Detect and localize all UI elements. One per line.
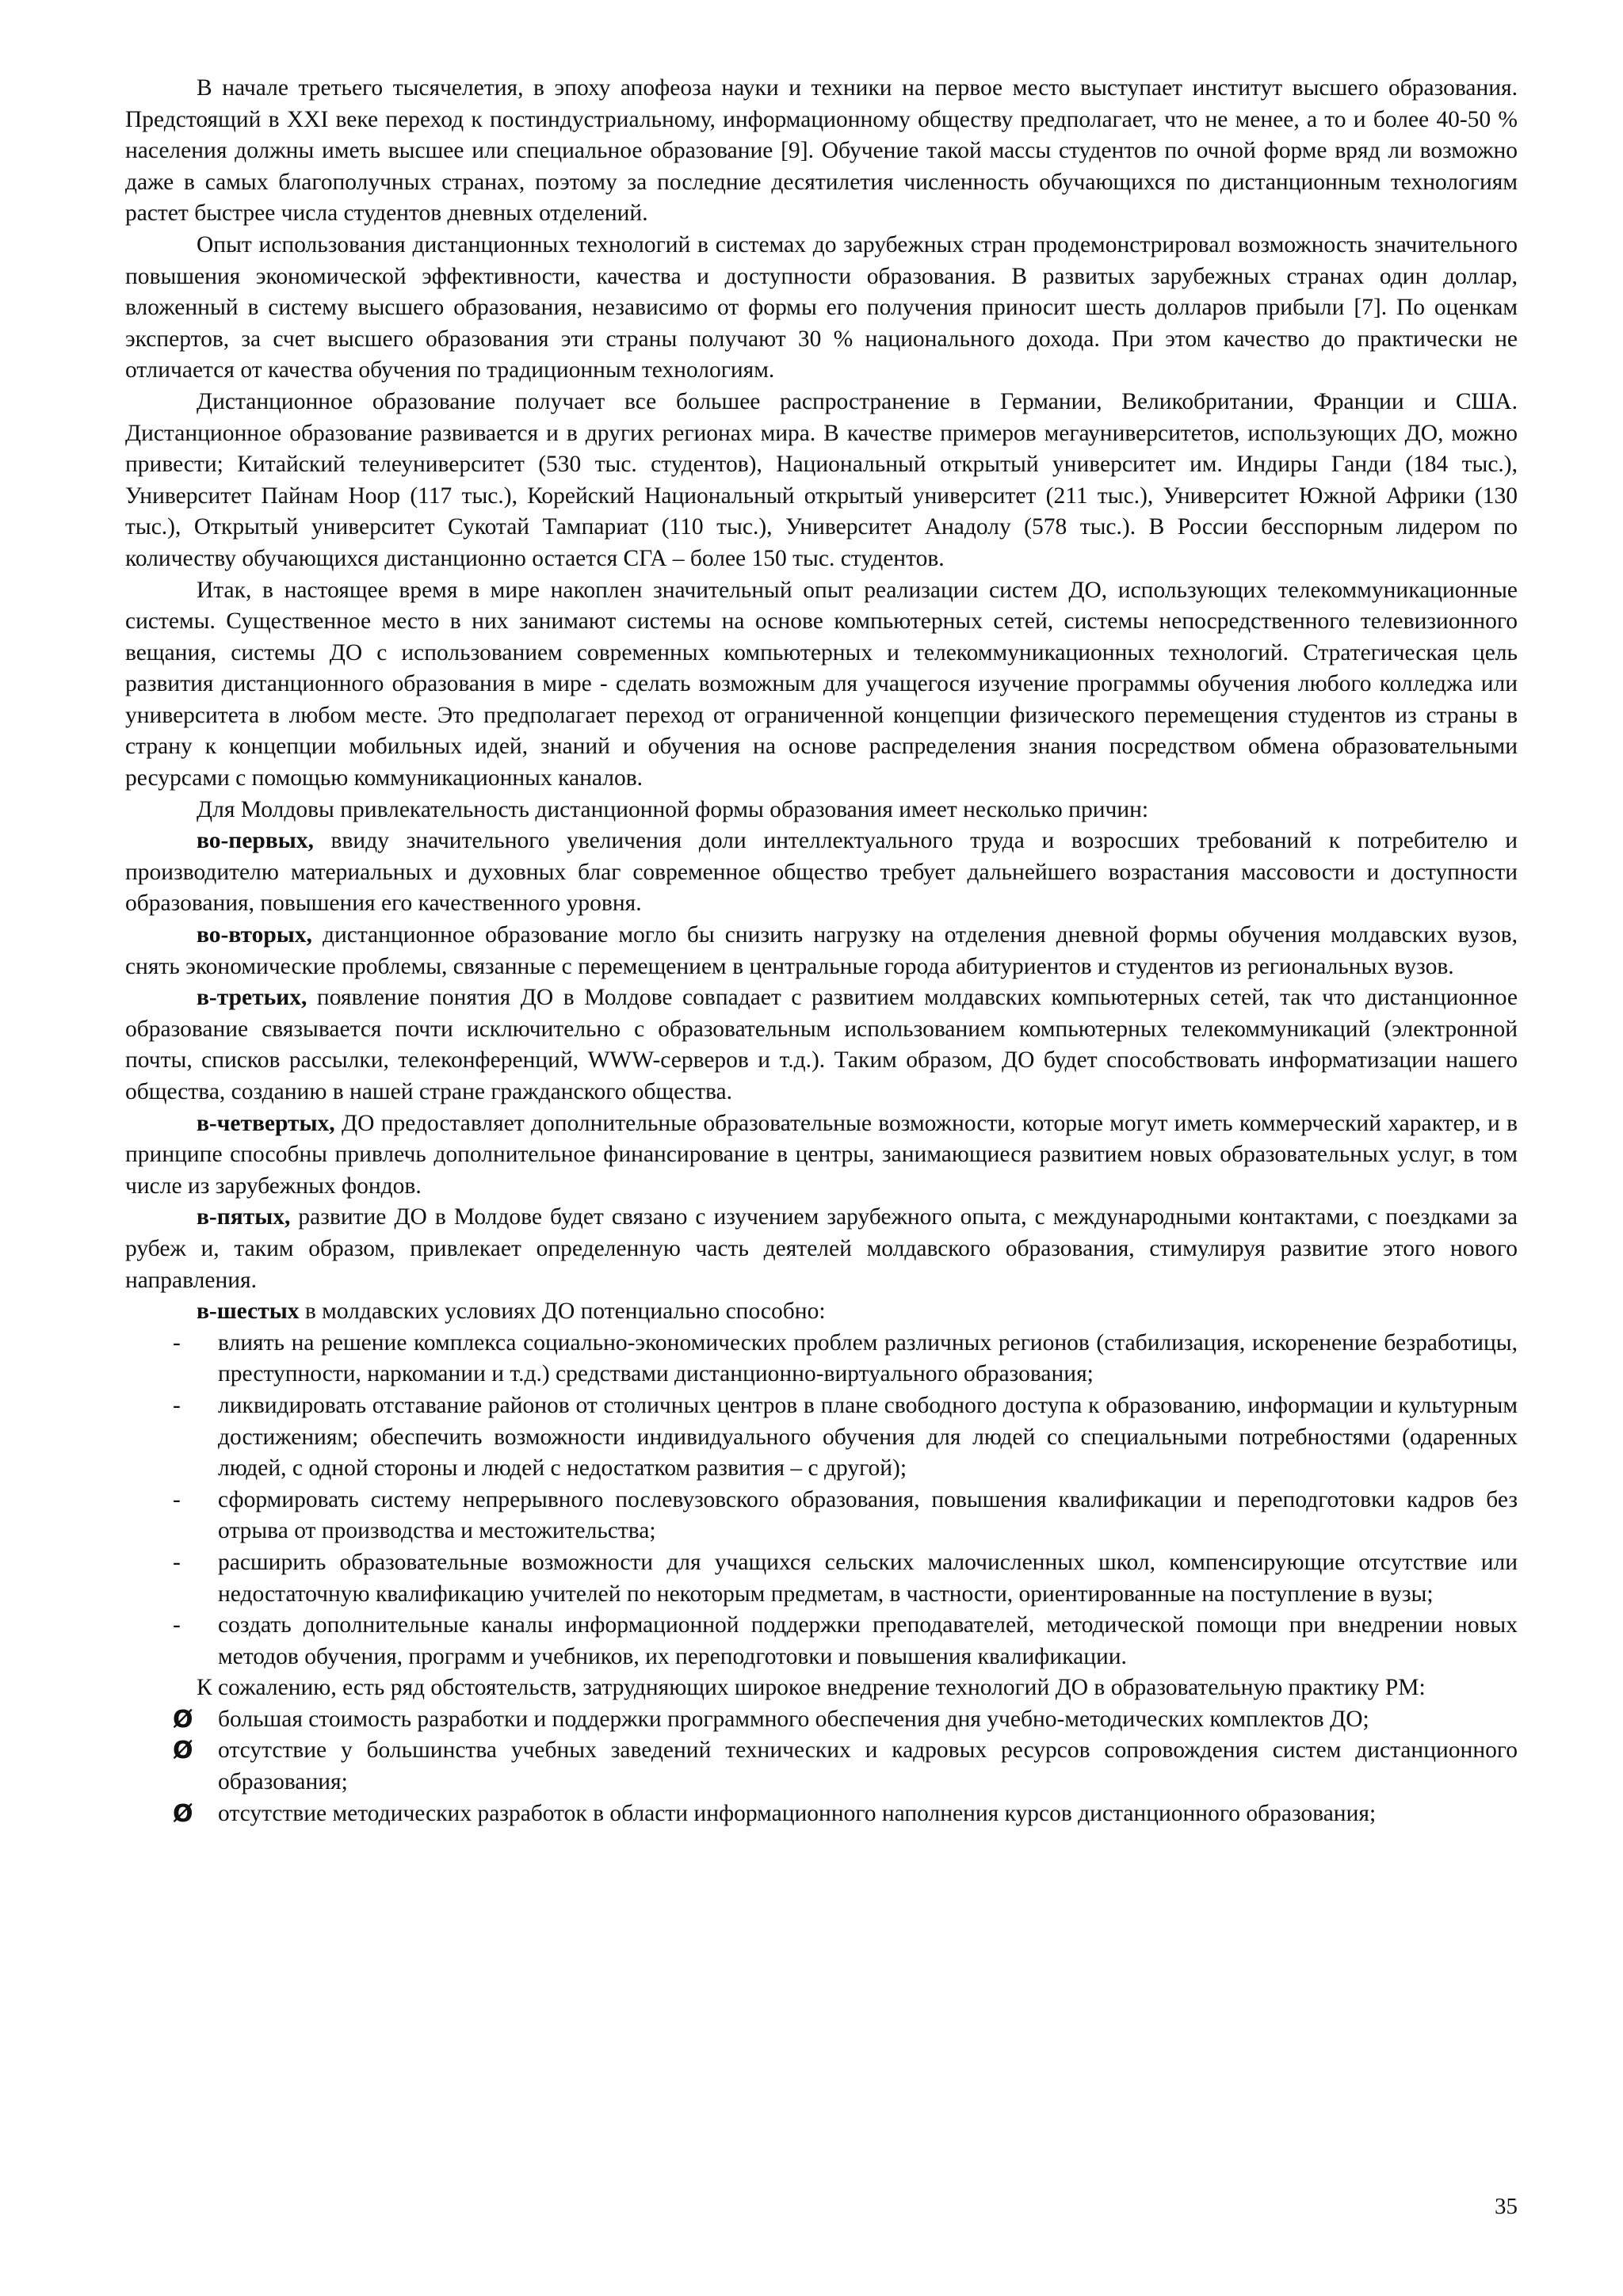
list-item-text: отсутствие у большинства учебных заведений технических и кадровых ресурсов сопровождения систем дистанционного образования; (218, 1737, 1518, 1795)
reason-text: появление понятия ДО в Молдове совпадает с развитием молдавских компьютерных сетей, так что дистанционное образование связывается почти исключительно с образовательным использованием компьютерных телекоммуникаций (электронной почты, списков рассылки, телеконференций, WWW-серверов и т.д.). Таким образом, ДО будет способствовать информатизации нашего общества, созданию в нашей стране гражданского общества. (125, 985, 1518, 1104)
paragraph: Для Молдовы привлекательность дистанционной формы образования имеет несколько причин: (197, 796, 1149, 822)
page-number: 35 (1495, 2194, 1518, 2219)
reason-paragraph (125, 1108, 1518, 1203)
dash-bullet: - (173, 1486, 181, 1512)
dash-bullet: - (173, 1329, 181, 1356)
paragraph: В начале третьего тысячелетия, в эпоху апофеоза науки и техники на первое место выступает институт высшего образования. Предстоящий в XXI веке переход к постиндустриальному, информационному обществу предполагает, что не менее, а то и более 40-50 % населения должны иметь высшее или специальное образование [9]. Обучение такой массы студентов по очной форме вряд ли возможно даже в самых благополучных странах, поэтому за последние десятилетия численность обучающихся по дистанционным технологиям растет быстрее числа студентов дневных отделений. (125, 75, 1518, 227)
reason-lead: в-пятых, (197, 1204, 291, 1230)
arrow-bullet-icon: Ø (173, 1705, 193, 1733)
list-item-text: отсутствие методических разработок в области информационного наполнения курсов дистанционного образования; (218, 1800, 1377, 1826)
arrow-bullet-icon: Ø (173, 1799, 193, 1828)
arrow-bullet-icon: Ø (173, 1737, 193, 1765)
reason-paragraph (125, 1296, 1518, 1328)
reason-paragraph (125, 826, 1518, 920)
paragraph: Итак, в настоящее время в мире накоплен значительный опыт реализации систем ДО, использующих телекоммуникационные системы. Существенное место в них занимают системы на основе компьютерных сетей, системы непосредственного телевизионного вещания, системы ДО с использованием современных компьютерных и телекоммуникационных технологий. Стратегическая цель развития дистанционного образования в мире - сделать возможным для учащегося изучение программы обучения любого колледжа или университета в любом месте. Это предполагает переход от ограниченной концепции физического перемещения студентов из страны в страну к концепции мобильных идей, знаний и обучения на основе распределения знания посредством обмена образовательными ресурсами с помощью коммуникационных каналов. (125, 577, 1518, 791)
list-item-text: ликвидировать отставание районов от столичных центров в плане свободного доступа к образованию, информации и культурным достижениям; обеспечить возможности индивидуального обучения для людей со специальными потребностями (одаренных людей, с одной стороны и людей с недостатком развития – с другой); (218, 1392, 1518, 1482)
list-item (125, 1610, 1518, 1672)
reason-lead: в-четвертых, (197, 1110, 335, 1136)
list-item-text: сформировать систему непрерывного послевузовского образования, повышения квалификации и переподготовки кадров без отрыва от производства и местожительства; (218, 1486, 1518, 1544)
list-item (125, 1328, 1518, 1390)
list-item (125, 1390, 1518, 1485)
paragraph: Дистанционное образование получает все большее распространение в Германии, Великобритании, Франции и США. Дистанционное образование развивается и в других регионах мира. В качестве примеров мегауниверситетов, использующих ДО, можно привести; Китайский телеуниверситет (530 тыс. студентов), Национальный открытый университет им. Индиры Ганди (184 тыс.), Университет Пайнам Ноор (117 тыс.), Корейский Национальный открытый университет (211 тыс.), Университет Южной Африки (130 тыс.), Открытый университет Сукотай Тампариат (110 тыс.), Университет Анадолу (578 тыс.). В России бесспорным лидером по количеству обучающихся дистанционно остается СГА – более 150 тыс. студентов. (125, 388, 1518, 571)
reason-lead: во-вторых, (197, 922, 312, 948)
reason-text: дистанционное образование могло бы снизить нагрузку на отделения дневной формы обучения молдавских вузов, снять экономические проблемы, связанные с перемещением в центральные города абитуриентов и студентов из региональных вузов. (125, 922, 1518, 979)
dash-bullet: - (173, 1612, 181, 1638)
list-item (125, 1704, 1518, 1736)
list-item (125, 1547, 1518, 1610)
dash-bullet: - (173, 1392, 181, 1418)
list-item-text: влиять на решение комплекса социально-экономических проблем различных регионов (стабилизация, искоренение безработицы, преступности, наркомании и т.д.) средствами дистанционно-виртуального образования; (218, 1329, 1518, 1387)
reason-paragraph (125, 1202, 1518, 1296)
paragraph: Опыт использования дистанционных технологий в системах до зарубежных стран продемонстрировал возможность значительного повышения экономической эффективности, качества и доступности образования. В развитых зарубежных странах один доллар, вложенный в систему высшего образования, независимо от формы его получения приносит шесть долларов прибыли [7]. По оценкам экспертов, за счет высшего образования эти страны получают 30 % национального дохода. При этом качество до практически не отличается от качества обучения по традиционным технологиям. (125, 231, 1518, 383)
list-item (125, 1485, 1518, 1547)
arrow-list (125, 1704, 1518, 1829)
list-item-text: большая стоимость разработки и поддержки программного обеспечения дня учебно-методических комплектов ДО; (218, 1706, 1369, 1732)
list-item (125, 1798, 1518, 1830)
reason-text: развитие ДО в Молдове будет связано с изучением зарубежного опыта, с международными контактами, с поездками за рубеж и, таким образом, привлекает определенную часть деятелей молдавского образования, стимулируя развитие этого нового направления. (125, 1204, 1518, 1293)
list-item-text: расширить образовательные возможности для учащихся сельских малочисленных школ, компенсирующие отсутствие или недостаточную квалификацию учителей по некоторым предметам, в частности, ориентированные на поступление в вузы; (218, 1549, 1518, 1607)
dash-list (125, 1328, 1518, 1673)
reason-lead: во-первых, (197, 828, 314, 854)
list-item-text: создать дополнительные каналы информационной поддержки преподавателей, методической помощи при внедрении новых методов обучения, программ и учебников, их переподготовки и повышения квалификации. (218, 1612, 1518, 1669)
reason-paragraph (125, 982, 1518, 1108)
reason-lead: в-шестых (197, 1299, 300, 1325)
reason-lead: в-третьих, (197, 985, 307, 1011)
paragraph: К сожалению, есть ряд обстоятельств, затрудняющих широкое внедрение технологий ДО в образовательную практику РМ: (197, 1675, 1426, 1701)
reason-text: ввиду значительного увеличения доли интеллектуального труда и возросших требований к потребителю и производителю материальных и духовных благ современное общество требует дальнейшего возрастания массовости и доступности образования, повышения его качественного уровня. (125, 828, 1518, 917)
reason-paragraph (125, 920, 1518, 982)
reason-text: ДО предоставляет дополнительные образовательные возможности, которые могут иметь коммерческий характер, и в принципе способны привлечь дополнительное финансирование в центры, занимающиеся развитием новых образовательных услуг, в том числе из зарубежных фондов. (125, 1110, 1518, 1199)
reason-text: в молдавских условиях ДО потенциально способно: (299, 1299, 826, 1325)
list-item (125, 1735, 1518, 1798)
dash-bullet: - (173, 1549, 181, 1575)
